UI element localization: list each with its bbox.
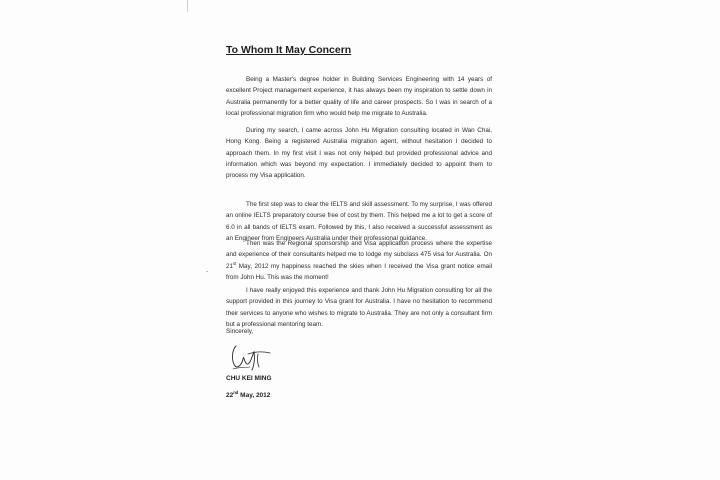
paragraph-1: Being a Master's degree holder in Building Services Engineering with 14 years of excellent Project management experience, it has always been my inspiration to settle down in Australia permanently for a better quality of life and career prospects. So I was in search of a local professional migration firm who would help me migrate to Australia. bbox=[226, 76, 492, 117]
paragraph-4: Then was the Regional sponsorship and Visa application process where the expertise and experience of their consultants helped me to lodge my subclass 475 visa for Australia. On 21st May, 2012 my happiness reached the skies when I received the Visa grant notice email from John Hu. This was the moment! bbox=[226, 240, 492, 281]
paragraph-3: The first step was to clear the IELTS and skill assessment. To my surprise, I was offered an online IELTS preparatory course free of cost by them. This helped me a lot to get a score of 6.0 in all bands of IELTS exam. Followed by this, I also received a successful assessment as an Engineer from Engineers Australia under their professional guidance. bbox=[226, 201, 492, 242]
closing-salutation: Sincerely, bbox=[226, 328, 254, 335]
scan-edge-line bbox=[187, 0, 188, 12]
signer-name: CHU KEI MING bbox=[226, 375, 272, 382]
paragraph-2: During my search, I came across John Hu Migration consulting located in Wan Chai, Hong Kong. Being a registered Australia migration agent, without hesitation I decided to approach them. In my first visit I was not only helped but provided professional advice and information which was beyond my expectation. I immediately decided to appoint them to process my Visa application. bbox=[226, 127, 492, 180]
letter-date: 22nd May, 2012 bbox=[226, 390, 271, 399]
paragraph-5: I have really enjoyed this experience and thank John Hu Migration consulting for all the support provided in this journey to Visa grant for Australia. I have no hesitation to recommend their services to anyone who wishes to migrate to Australia. They are not only a consultant firm but a professional mentoring team. bbox=[226, 287, 492, 328]
handwritten-signature bbox=[230, 342, 272, 372]
scan-margin-mark bbox=[206, 271, 208, 272]
letter-heading: To Whom It May Concern bbox=[226, 44, 352, 56]
